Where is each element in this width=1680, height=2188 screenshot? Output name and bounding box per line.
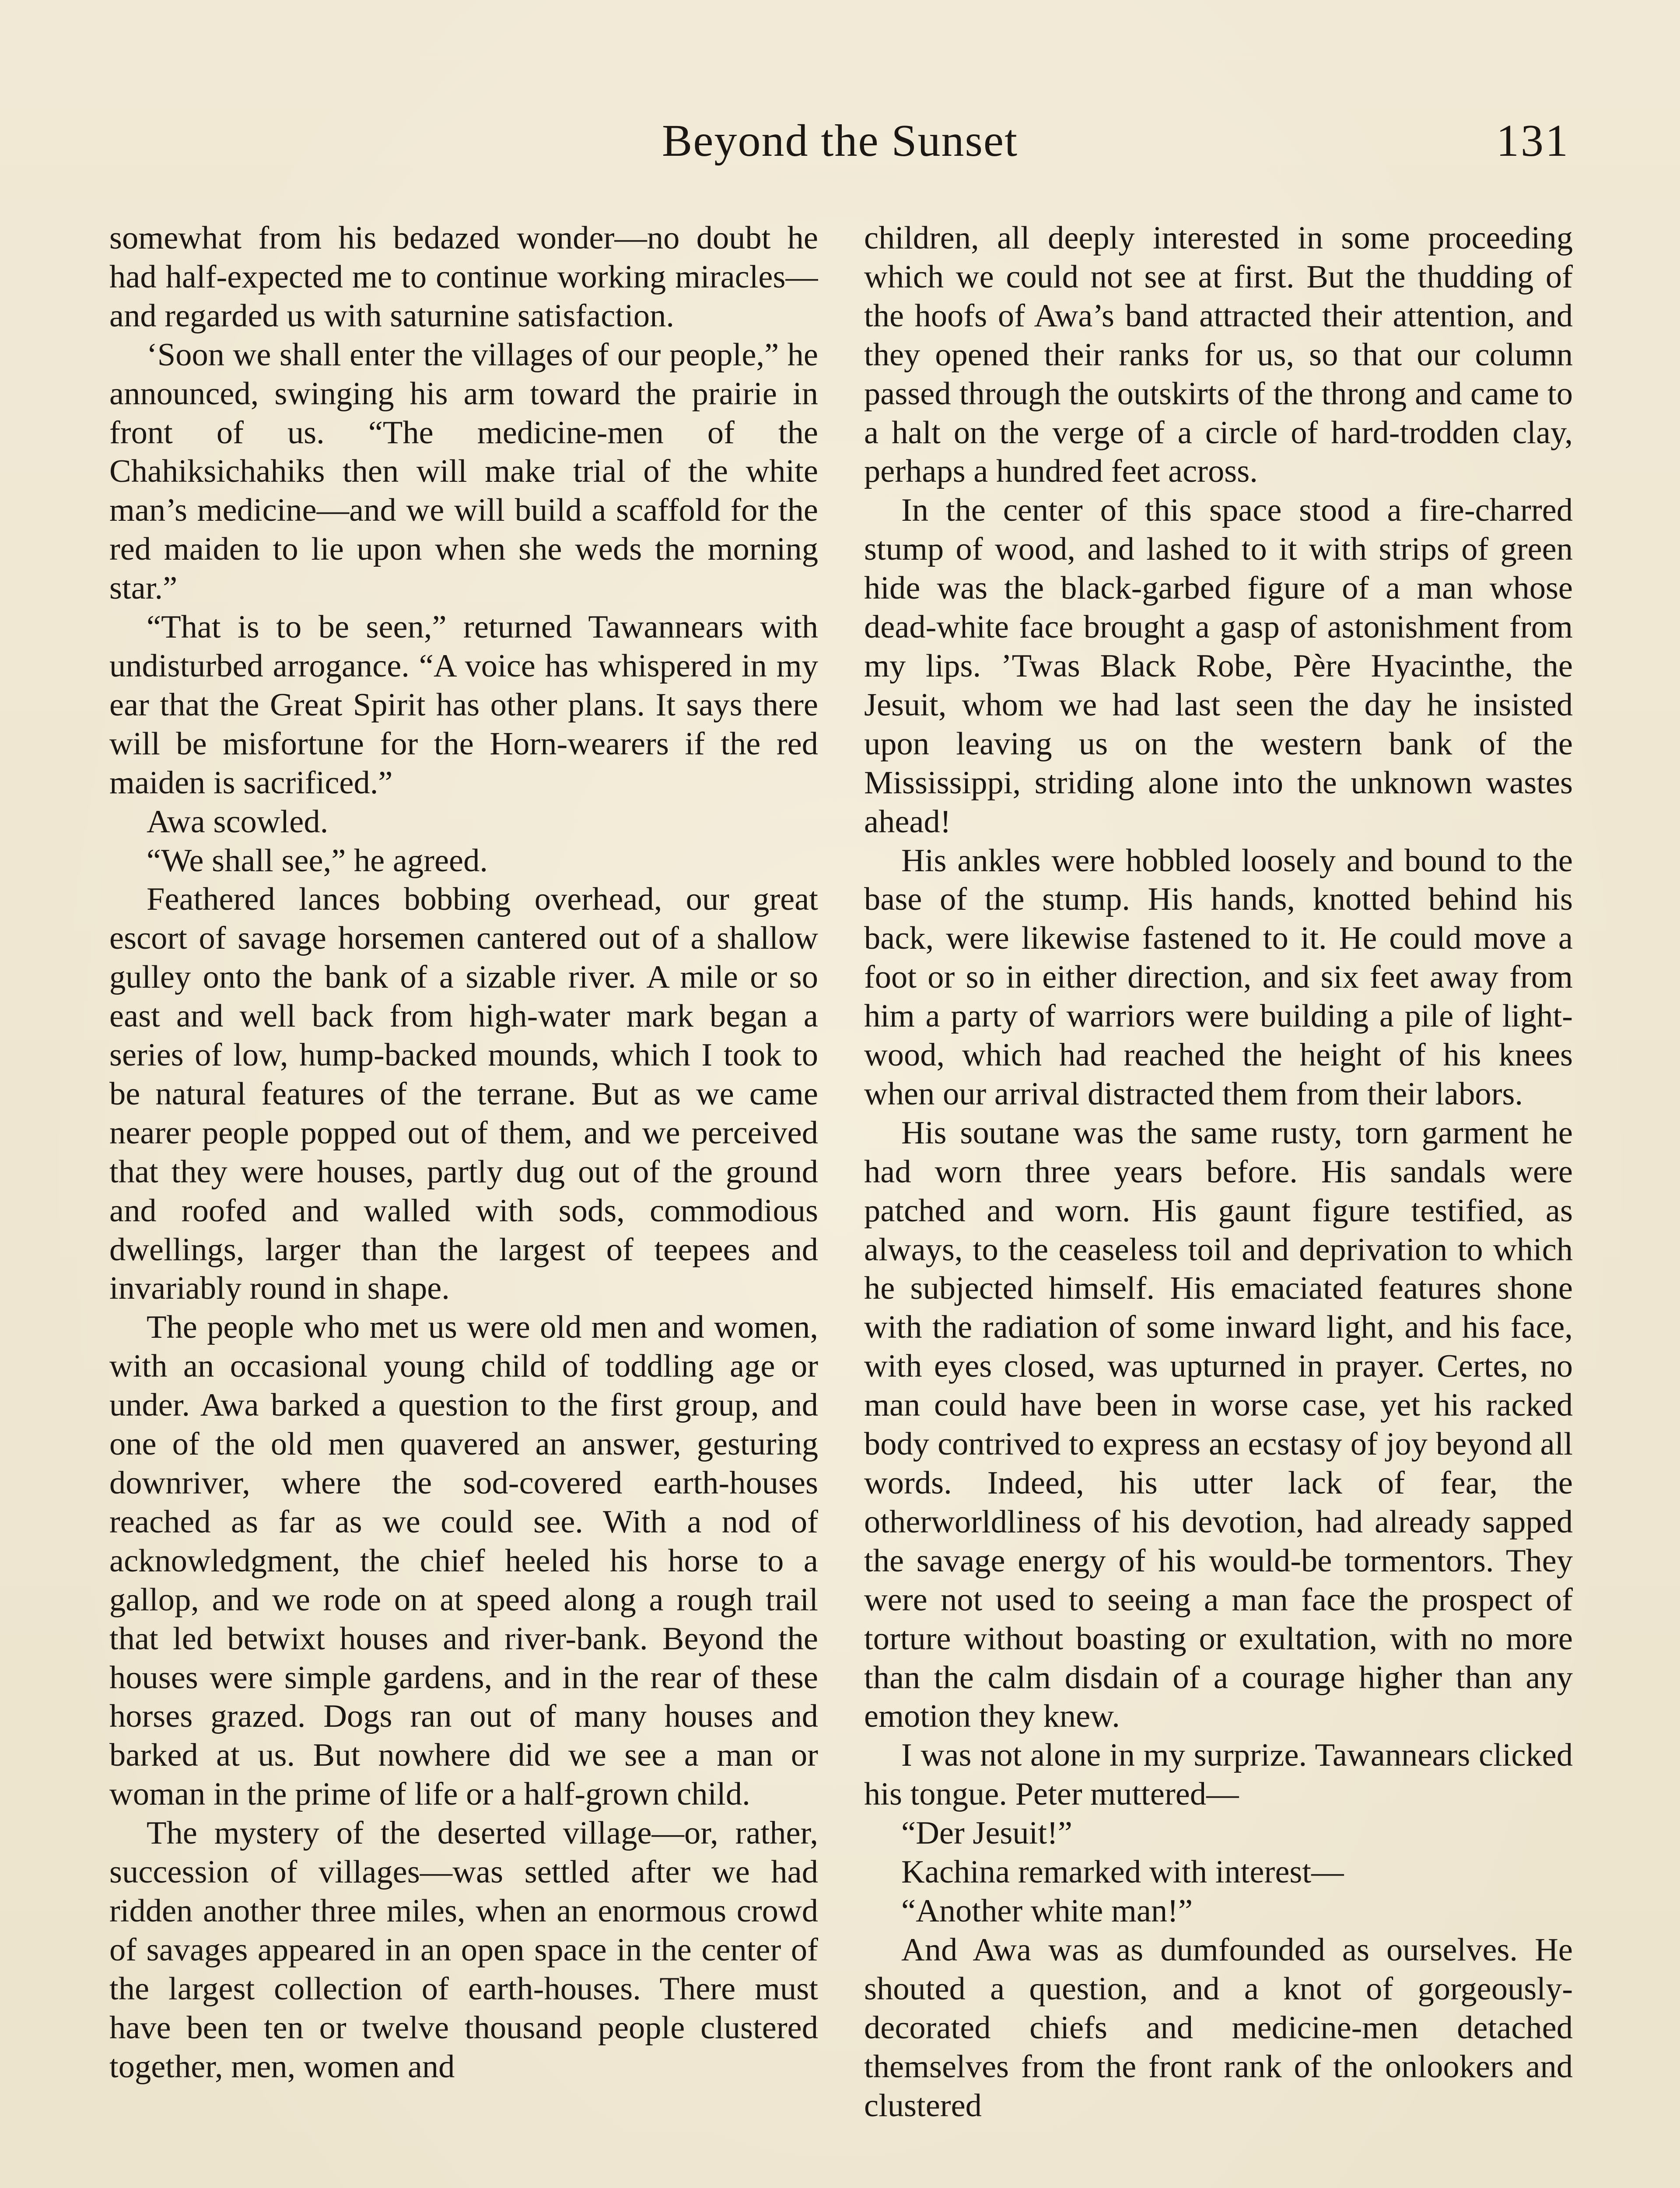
left-column bbox=[109, 219, 818, 2188]
paragraph: “Another white man!” bbox=[901, 1893, 1193, 1929]
paragraph: His soutane was the same rusty, torn garment he had worn three years before. His sandals were patched and worn. His gaunt figure testified, as always, to the ceaseless toil and deprivation to which he subjected himself. His emaciated features shone with the radiation of some inward light, and his face, with eyes closed, was upturned in prayer. Certes, no man could have been in worse case, yet his racked body contrived to express an ecstasy of joy beyond all words. Indeed, his utter lack of fear, the otherworldliness of his devotion, had already sapped the savage energy of his would-be tormentors. They were not used to seeing a man face the prospect of torture without boasting or exultation, with no more than the calm disdain of a courage higher than any emotion they knew. bbox=[864, 1115, 1573, 1735]
paragraph: The mystery of the deserted village—or, rather, succession of villages—was settled after we had ridden another three miles, when an enormous crowd of savages appeared in an open space in the center of the largest collection of earth-houses. There must have been ten or twelve thousand people clustered together, men, women and bbox=[109, 1815, 818, 2085]
paragraph: Feathered lances bobbing overhead, our great escort of savage horsemen cantered out of a shallow gulley onto the bank of a sizable river. A mile or so east and well back from high-water mark began a series of low, hump-backed mounds, which I took to be natural features of the terrane. But as we came nearer people popped out of them, and we perceived that they were houses, partly dug out of the ground and roofed and walled with sods, commodious dwellings, larger than the largest of teepees and invariably round in shape. bbox=[109, 881, 818, 1307]
paragraph: children, all deeply interested in some proceeding which we could not see at first. But the thudding of the hoofs of Awa’s band attracted their attention, and they opened their ranks for us, so that our column passed through the outskirts of the throng and came to a halt on the verge of a circle of hard-trodden clay, perhaps a hundred feet across. bbox=[864, 220, 1573, 490]
paragraph: In the center of this space stood a fire-charred stump of wood, and lashed to it with strips of green hide was the black-garbed figure of a man whose dead-white face brought a gasp of astonishment from my lips. ’Twas Black Robe, Père Hyacinthe, the Jesuit, whom we had last seen the day he insisted upon leaving us on the western bank of the Mississippi, striding alone into the unknown wastes ahead! bbox=[864, 492, 1573, 840]
running-title: Beyond the Sunset bbox=[662, 116, 1018, 166]
paragraph: ‘Soon we shall enter the villages of our people,” he announced, swinging his arm toward the prairie in front of us. “The medicine-men of the Chahiksichahiks then will make trial of the white man’s medicine—and we will build a scaffold for the red maiden to lie upon when she weds the morning star.” bbox=[109, 337, 818, 607]
paragraph: His ankles were hobbled loosely and bound to the base of the stump. His hands, knotted behind his back, were likewise fastened to it. He could move a foot or so in either direction, and six feet away from him a party of warriors were building a pile of light-wood, which had reached the height of his knees when our arrival distracted them from their labors. bbox=[864, 842, 1573, 1112]
right-column bbox=[864, 219, 1573, 2188]
paragraph: “That is to be seen,” returned Tawannears with undisturbed arrogance. “A voice has whispered in my ear that the Great Spirit has other plans. It says there will be misfortune for the Horn-wearers if the red maiden is sacrificed.” bbox=[109, 609, 818, 801]
page-number: 131 bbox=[1496, 116, 1570, 166]
paragraph: “We shall see,” he agreed. bbox=[147, 842, 488, 879]
paragraph: Kachina remarked with interest— bbox=[901, 1854, 1344, 1890]
paragraph: I was not alone in my surprize. Tawannears clicked his tongue. Peter muttered— bbox=[864, 1737, 1573, 1813]
paragraph: “Der Jesuit!” bbox=[901, 1815, 1072, 1851]
paragraph: And Awa was as dumfounded as ourselves. He shouted a question, and a knot of gorgeously-decorated chiefs and medicine-men detached themselves from the front rank of the onlookers and clustered bbox=[864, 1932, 1573, 2124]
paragraph: Awa scowled. bbox=[147, 803, 329, 840]
paragraph: somewhat from his bedazed wonder—no doubt he had half-expected me to continue working miracles—and regarded us with saturnine satisfaction. bbox=[109, 220, 818, 334]
paragraph: The people who met us were old men and women, with an occasional young child of toddling age or under. Awa barked a question to the first group, and one of the old men quavered an answer, gesturing downriver, where the sod-covered earth-houses reached as far as we could see. With a nod of acknowledgment, the chief heeled his horse to a gallop, and we rode on at speed along a rough trail that led betwixt houses and river-bank. Beyond the houses were simple gardens, and in the rear of these horses grazed. Dogs ran out of many houses and barked at us. But nowhere did we see a man or woman in the prime of life or a half-grown child. bbox=[109, 1309, 818, 1813]
